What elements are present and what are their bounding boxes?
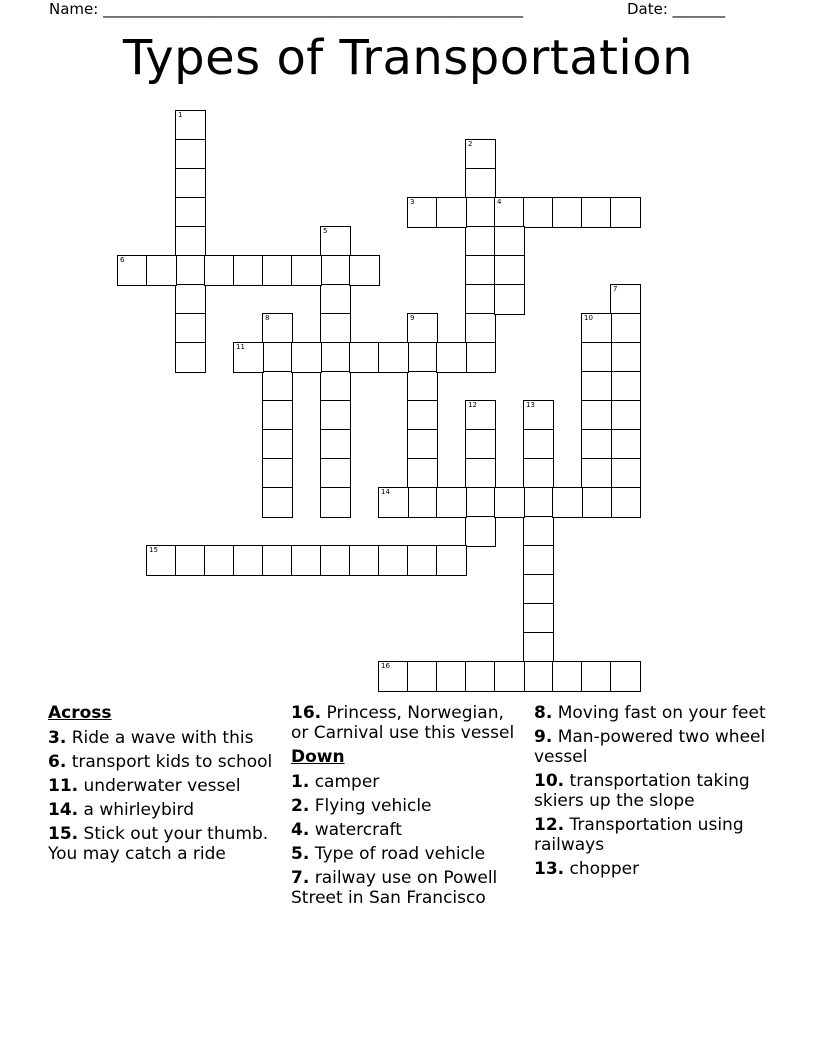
cell-number: 4 [497, 198, 502, 206]
clue-text: railway use on Powell Street in San Francisco [291, 868, 498, 908]
clues-column-1 [48, 703, 278, 868]
cell-number: 8 [265, 314, 270, 322]
grid-cell[interactable] [407, 197, 438, 228]
grid-cell[interactable] [204, 255, 235, 286]
grid-cell[interactable] [610, 458, 641, 489]
clue-number: 11. [48, 776, 79, 796]
grid-cell[interactable] [465, 255, 496, 286]
grid-cell[interactable] [407, 487, 438, 518]
grid-cell[interactable] [146, 255, 177, 286]
grid-cell[interactable] [436, 197, 467, 228]
clue-text: Transportation using railways [534, 815, 744, 855]
grid-cell[interactable] [320, 226, 351, 257]
clue-text: transportation taking skiers up the slope [534, 771, 750, 811]
grid-cell[interactable] [378, 487, 409, 518]
cell-number: 10 [584, 314, 593, 322]
grid-cell[interactable] [523, 545, 554, 576]
grid-cell[interactable] [175, 284, 206, 315]
grid-cell[interactable] [175, 545, 206, 576]
clue-across-3 [48, 728, 278, 748]
clue-number: 5. [291, 844, 310, 864]
clue-text: chopper [569, 859, 640, 879]
clue-text: Man-powered two wheel vessel [534, 727, 766, 767]
clue-number: 15. [48, 824, 79, 844]
grid-cell[interactable] [610, 400, 641, 431]
grid-cell[interactable] [610, 197, 641, 228]
grid-cell[interactable] [523, 661, 554, 692]
grid-cell[interactable] [262, 429, 293, 460]
grid-cell[interactable] [610, 313, 641, 344]
grid-cell[interactable] [320, 458, 351, 489]
grid-cell[interactable] [175, 255, 206, 286]
grid-cell[interactable] [523, 458, 554, 489]
cell-number: 7 [613, 285, 618, 293]
grid-cell[interactable] [436, 487, 467, 518]
grid-cell[interactable] [407, 661, 438, 692]
clue-number: 7. [291, 868, 310, 888]
grid-cell[interactable] [581, 458, 612, 489]
grid-cell[interactable] [320, 284, 351, 315]
grid-cell[interactable] [465, 226, 496, 257]
name-field-label: Name: ________________________________________________________ [49, 0, 524, 18]
clue-text: Stick out your thumb. You may catch a ride [48, 824, 269, 864]
grid-cell[interactable] [262, 255, 293, 286]
grid-cell[interactable] [262, 487, 293, 518]
grid-cell[interactable] [610, 487, 641, 518]
clue-number: 8. [534, 703, 553, 723]
grid-cell[interactable] [581, 487, 612, 518]
grid-cell[interactable] [291, 545, 322, 576]
grid-cell[interactable] [407, 371, 438, 402]
grid-cell[interactable] [175, 110, 206, 141]
grid-cell[interactable] [465, 168, 496, 199]
clue-number: 1. [291, 772, 310, 792]
grid-cell[interactable] [407, 545, 438, 576]
grid-cell[interactable] [378, 545, 409, 576]
grid-cell[interactable] [494, 284, 525, 315]
grid-cell[interactable] [494, 197, 525, 228]
grid-cell[interactable] [262, 371, 293, 402]
grid-cell[interactable] [581, 197, 612, 228]
cell-number: 13 [526, 401, 535, 409]
clue-number: 13. [534, 859, 565, 879]
grid-cell[interactable] [523, 632, 554, 663]
clue-number: 14. [48, 800, 79, 820]
grid-cell[interactable] [407, 429, 438, 460]
grid-cell[interactable] [349, 545, 380, 576]
grid-cell[interactable] [262, 400, 293, 431]
grid-cell[interactable] [465, 139, 496, 170]
grid-cell[interactable] [233, 545, 264, 576]
cell-number: 2 [468, 140, 473, 148]
clue-down-13 [534, 859, 774, 879]
cell-number: 9 [410, 314, 415, 322]
grid-cell[interactable] [581, 342, 612, 373]
grid-cell[interactable] [494, 255, 525, 286]
cell-number: 11 [236, 343, 245, 351]
clue-down-4 [291, 820, 521, 840]
grid-cell[interactable] [117, 255, 148, 286]
grid-cell[interactable] [291, 255, 322, 286]
grid-cell[interactable] [523, 400, 554, 431]
grid-cell[interactable] [349, 342, 380, 373]
grid-cell[interactable] [465, 487, 496, 518]
grid-cell[interactable] [262, 313, 293, 344]
grid-cell[interactable] [407, 400, 438, 431]
grid-cell[interactable] [494, 226, 525, 257]
grid-cell[interactable] [262, 545, 293, 576]
grid-cell[interactable] [320, 255, 351, 286]
clue-down-1 [291, 772, 521, 792]
cell-number: 12 [468, 401, 477, 409]
grid-cell[interactable] [465, 284, 496, 315]
grid-cell[interactable] [320, 487, 351, 518]
grid-cell[interactable] [436, 545, 467, 576]
cell-number: 14 [381, 488, 390, 496]
grid-cell[interactable] [146, 545, 177, 576]
grid-cell[interactable] [610, 429, 641, 460]
grid-cell[interactable] [436, 661, 467, 692]
clue-text: transport kids to school [71, 752, 273, 772]
grid-cell[interactable] [175, 197, 206, 228]
grid-cell[interactable] [523, 197, 554, 228]
cell-number: 5 [323, 227, 328, 235]
grid-cell[interactable] [320, 429, 351, 460]
grid-cell[interactable] [494, 661, 525, 692]
grid-cell[interactable] [610, 284, 641, 315]
grid-cell[interactable] [523, 429, 554, 460]
grid-cell[interactable] [494, 487, 525, 518]
page-title: Types of Transportation [122, 30, 694, 86]
grid-cell[interactable] [407, 313, 438, 344]
grid-cell[interactable] [291, 342, 322, 373]
clue-text: a whirleybird [83, 800, 194, 820]
clue-text: underwater vessel [83, 776, 241, 796]
grid-cell[interactable] [465, 429, 496, 460]
clue-down-2 [291, 796, 521, 816]
grid-cell[interactable] [552, 487, 583, 518]
grid-cell[interactable] [378, 661, 409, 692]
clue-down-9 [534, 727, 774, 767]
grid-cell[interactable] [175, 168, 206, 199]
clue-text: Flying vehicle [314, 796, 432, 816]
cell-number: 3 [410, 198, 415, 206]
grid-cell[interactable] [581, 429, 612, 460]
grid-cell[interactable] [465, 516, 496, 547]
cell-number: 15 [149, 546, 158, 554]
grid-cell[interactable] [320, 342, 351, 373]
clue-across-11 [48, 776, 278, 796]
cell-number: 6 [120, 256, 125, 264]
grid-cell[interactable] [523, 516, 554, 547]
grid-cell[interactable] [552, 661, 583, 692]
date-field-label: Date: _______ [627, 0, 726, 18]
clue-across-15 [48, 824, 278, 864]
grid-cell[interactable] [320, 371, 351, 402]
grid-cell[interactable] [204, 545, 235, 576]
clue-number: 2. [291, 796, 310, 816]
clue-down-8 [534, 703, 774, 723]
clue-number: 16. [291, 703, 322, 723]
grid-cell[interactable] [349, 255, 380, 286]
grid-cell[interactable] [465, 661, 496, 692]
grid-cell[interactable] [581, 371, 612, 402]
grid-cell[interactable] [407, 342, 438, 373]
grid-cell[interactable] [407, 458, 438, 489]
clue-number: 6. [48, 752, 67, 772]
grid-cell[interactable] [262, 342, 293, 373]
clue-down-5 [291, 844, 521, 864]
grid-cell[interactable] [175, 342, 206, 373]
grid-cell[interactable] [610, 371, 641, 402]
cell-number: 16 [381, 662, 390, 670]
grid-cell[interactable] [465, 342, 496, 373]
clue-text: Type of road vehicle [314, 844, 486, 864]
grid-cell[interactable] [436, 342, 467, 373]
clue-down-10 [534, 771, 774, 811]
clue-number: 12. [534, 815, 565, 835]
grid-cell[interactable] [523, 574, 554, 605]
clue-number: 3. [48, 728, 67, 748]
grid-cell[interactable] [610, 661, 641, 692]
grid-cell[interactable] [175, 313, 206, 344]
clues-column-3 [534, 703, 774, 883]
grid-cell[interactable] [465, 458, 496, 489]
grid-cell[interactable] [465, 313, 496, 344]
grid-cell[interactable] [523, 487, 554, 518]
grid-cell[interactable] [552, 197, 583, 228]
clue-down-12 [534, 815, 774, 855]
grid-cell[interactable] [262, 458, 293, 489]
grid-cell[interactable] [523, 603, 554, 634]
grid-cell[interactable] [581, 661, 612, 692]
grid-cell[interactable] [581, 400, 612, 431]
across-heading: Across [48, 703, 112, 723]
clue-number: 9. [534, 727, 553, 747]
grid-cell[interactable] [320, 313, 351, 344]
grid-cell[interactable] [233, 342, 264, 373]
down-heading: Down [291, 747, 345, 767]
clues-column-2 [291, 703, 521, 912]
grid-cell[interactable] [320, 400, 351, 431]
clue-across-16 [291, 703, 521, 743]
grid-cell[interactable] [175, 139, 206, 170]
grid-cell[interactable] [581, 313, 612, 344]
grid-cell[interactable] [320, 545, 351, 576]
grid-cell[interactable] [233, 255, 264, 286]
clue-text: Princess, Norwegian, or Carnival use this vessel [291, 703, 515, 743]
clue-number: 4. [291, 820, 310, 840]
grid-cell[interactable] [378, 342, 409, 373]
clue-down-7 [291, 868, 521, 908]
clue-text: Moving fast on your feet [557, 703, 766, 723]
clue-across-14 [48, 800, 278, 820]
grid-cell[interactable] [465, 197, 496, 228]
clue-across-6 [48, 752, 278, 772]
clue-number: 10. [534, 771, 565, 791]
cell-number: 1 [178, 111, 183, 119]
grid-cell[interactable] [465, 400, 496, 431]
clue-text: watercraft [314, 820, 402, 840]
grid-cell[interactable] [175, 226, 206, 257]
grid-cell[interactable] [610, 342, 641, 373]
clue-text: camper [314, 772, 380, 792]
clue-text: Ride a wave with this [71, 728, 254, 748]
